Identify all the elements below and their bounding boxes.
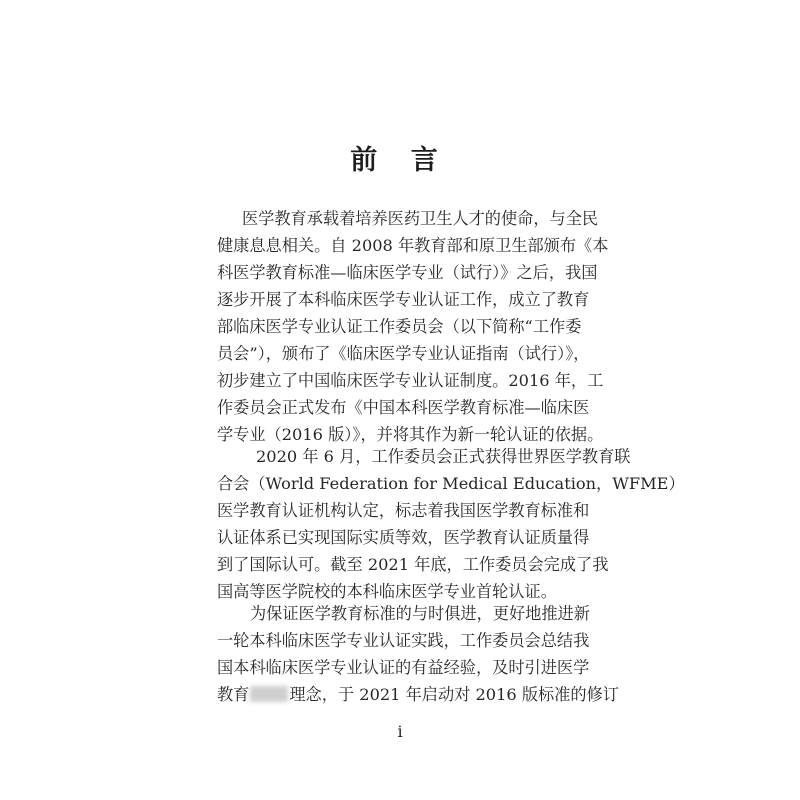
line-segment: 教育 bbox=[217, 685, 250, 704]
page-number: i bbox=[397, 722, 403, 741]
paragraph-line-last bbox=[217, 681, 619, 705]
paragraph-line: 一轮本科临床医学专业认证实践，工作委员会总结我 bbox=[217, 631, 590, 650]
paragraph-line: 医学教育认证机构认定，标志着我国医学教育标准和 bbox=[217, 501, 590, 520]
paragraph-line: 科医学教育标准—临床医学专业（试行）》之后，我国 bbox=[217, 263, 598, 282]
paragraph-line: 国本科临床医学专业认证的有益经验，及时引进医学 bbox=[217, 658, 590, 677]
paragraph-line: 作委员会正式发布《中国本科医学教育标准—临床医 bbox=[217, 398, 590, 417]
blurred-redaction bbox=[250, 686, 288, 702]
paragraph-line: 员会”），颁布了《临床医学专业认证指南（试行）》， bbox=[217, 344, 590, 363]
paragraph-line: 初步建立了中国临床医学专业认证制度。2016 年，工 bbox=[217, 371, 604, 390]
paragraph-line: 到了国际认可。截至 2021 年底，工作委员会完成了我 bbox=[217, 555, 609, 574]
paragraph-line: 2020 年 6 月，工作委员会正式获得世界医学教育联 bbox=[256, 447, 631, 466]
paragraph-line: 逐步开展了本科临床医学专业认证工作，成立了教育 bbox=[217, 290, 590, 309]
paragraph-line: 国高等医学院校的本科临床医学专业首轮认证。 bbox=[217, 582, 557, 601]
page-title: 前 言 bbox=[350, 145, 450, 176]
paragraph-line: 医学教育承载着培养医药卫生人才的使命，与全民 bbox=[242, 209, 599, 228]
line-segment: 理念，于 2021 年启动对 2016 版标准的修订 bbox=[289, 685, 619, 704]
paragraph-line: 为保证医学教育标准的与时俱进，更好地推进新 bbox=[250, 604, 590, 623]
paragraph-line: 认证体系已实现国际实质等效，医学教育认证质量得 bbox=[217, 528, 590, 547]
paragraph-line: 学专业（2016 版）》，并将其作为新一轮认证的依据。 bbox=[217, 425, 604, 444]
paragraph-line: 健康息息相关。自 2008 年教育部和原卫生部颁布《本 bbox=[217, 236, 609, 255]
paragraph-line: 部临床医学专业认证工作委员会（以下简称“工作委 bbox=[217, 317, 582, 336]
paragraph-line: 合会（World Federation for Medical Education，WFME） bbox=[217, 474, 685, 493]
